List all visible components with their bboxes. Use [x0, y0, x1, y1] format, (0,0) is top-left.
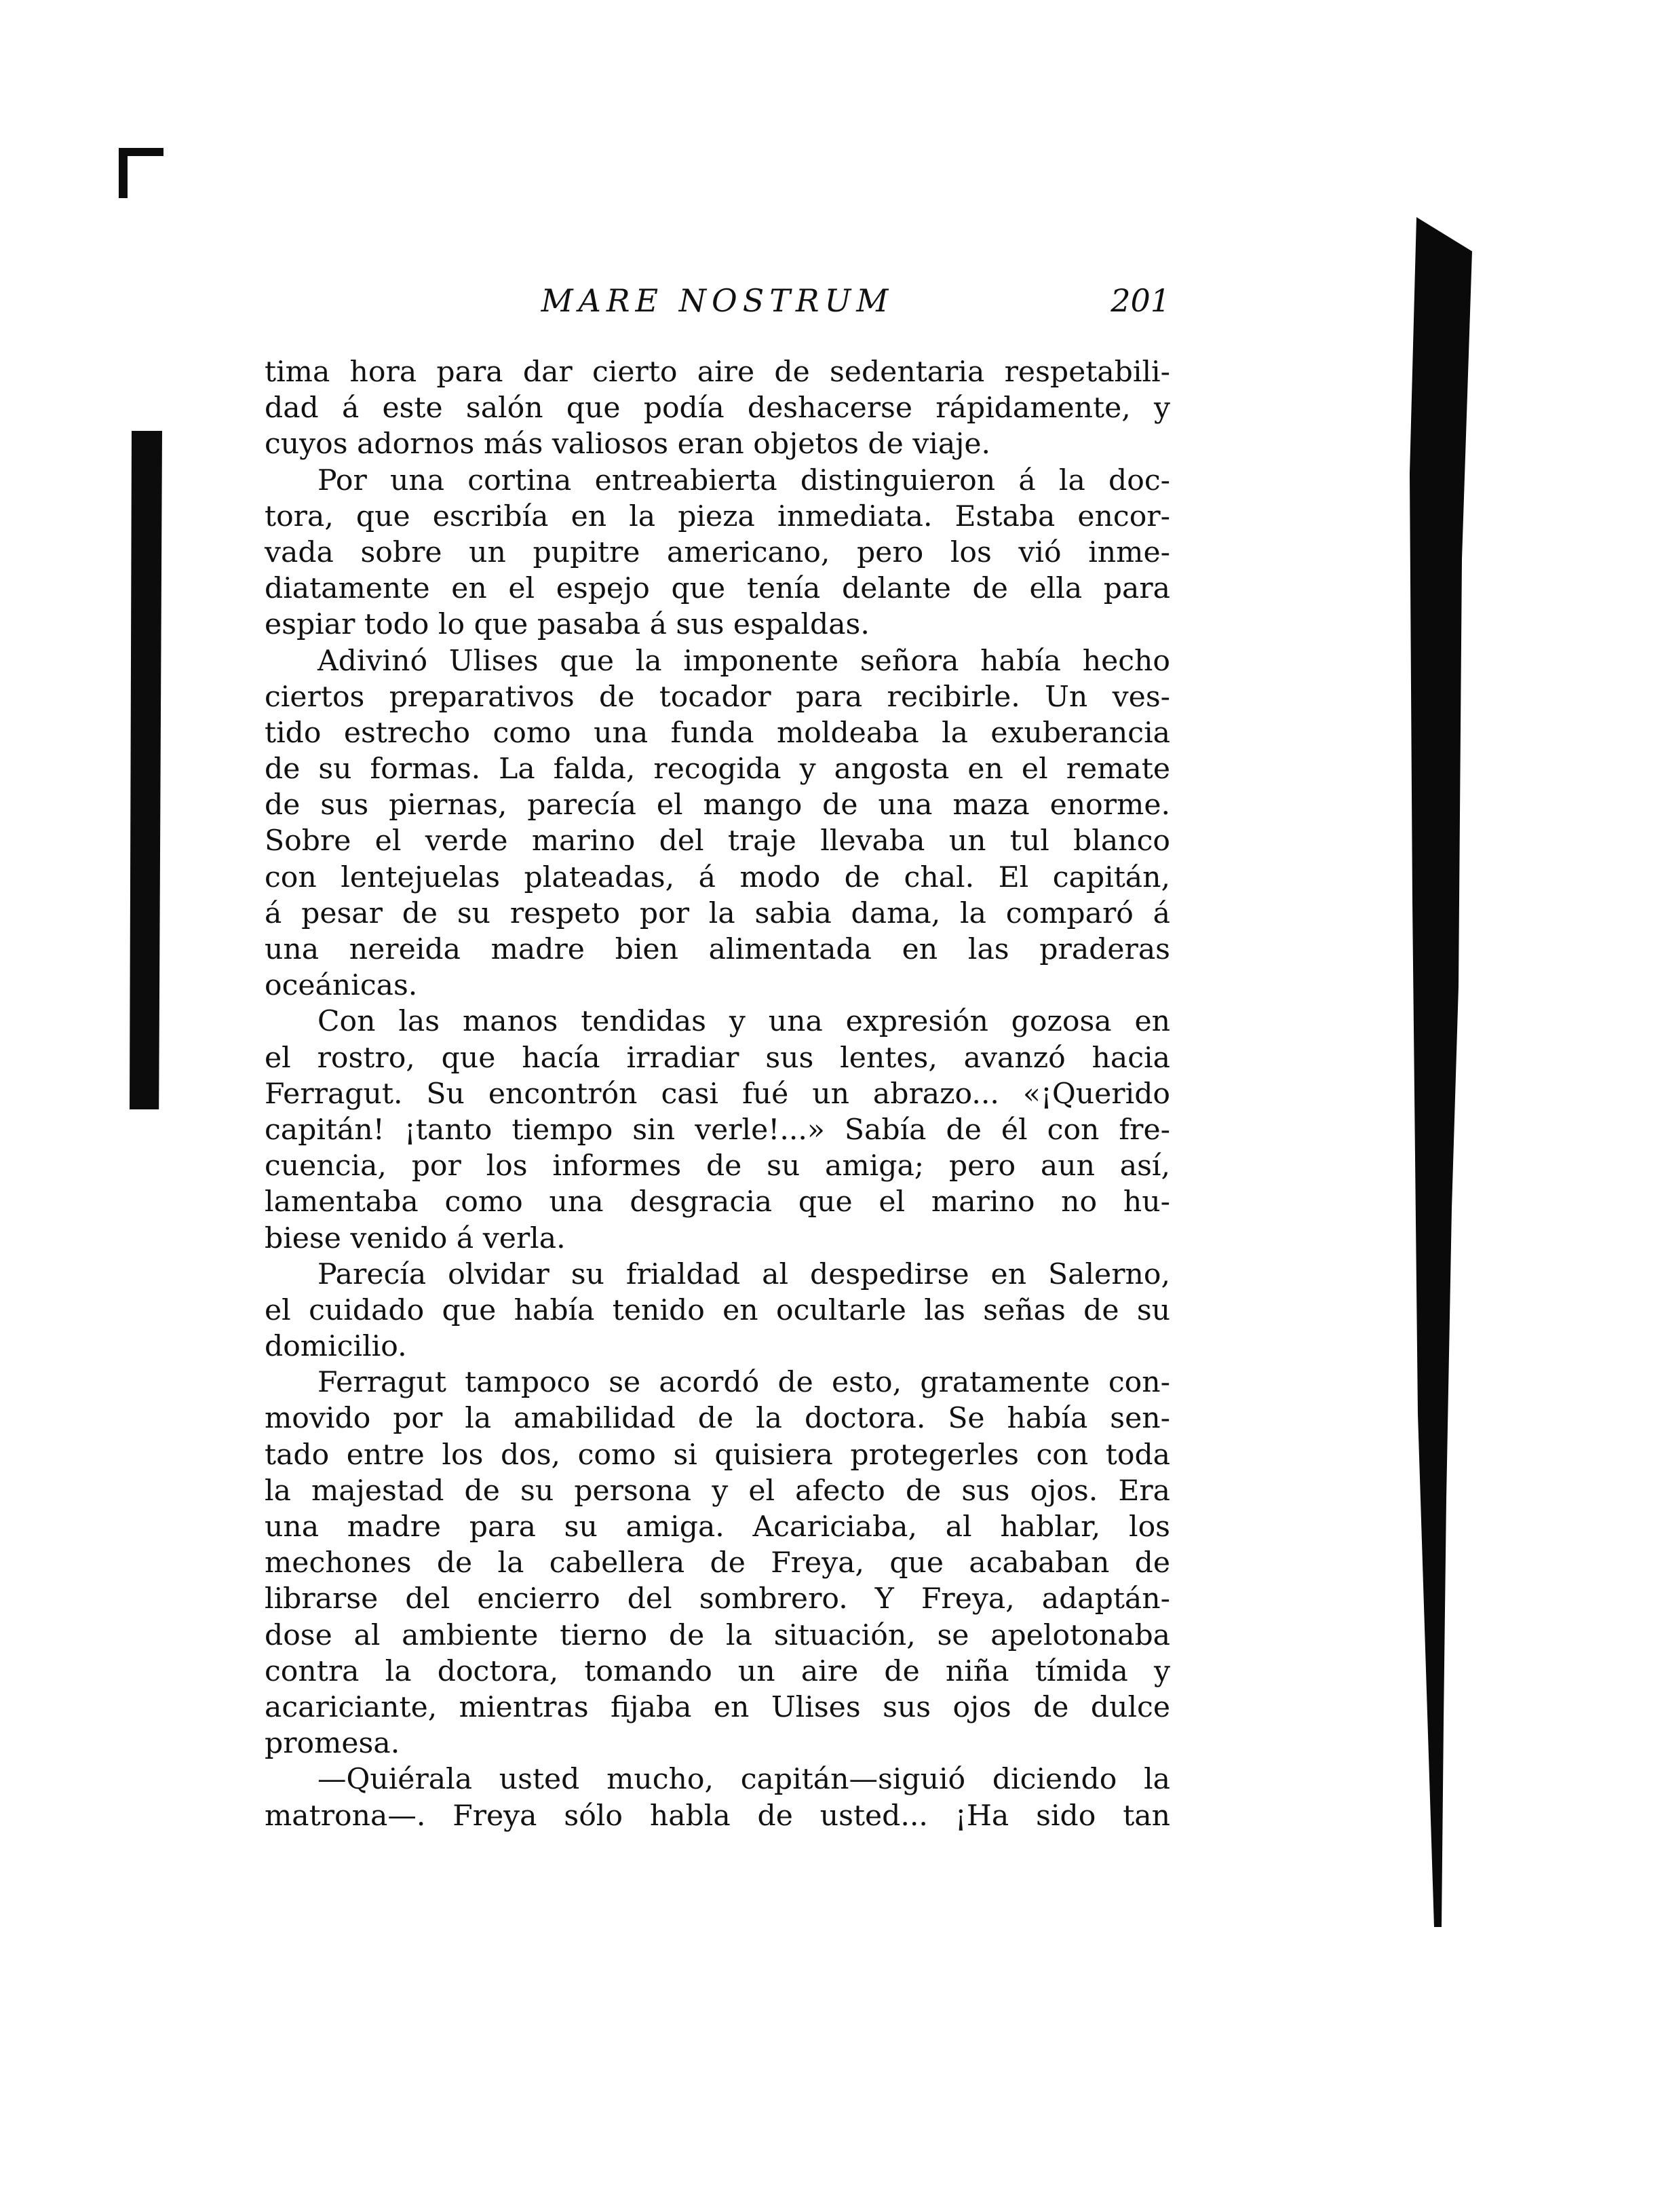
scan-right-edge-shadow [1404, 217, 1472, 1927]
text-line: matrona—. Freya sólo habla de usted... ¡Ha sido tan [265, 1799, 1170, 1833]
text-line: dose al ambiente tierno de la situación, se apelotonaba [265, 1618, 1170, 1652]
text-line: tado entre los dos, como si quisiera protegerles con toda [265, 1438, 1170, 1472]
text-line: lamentaba como una desgracia que el marino no hu- [265, 1185, 1170, 1219]
text-line: vada sobre un pupitre americano, pero los vió inme- [265, 535, 1170, 569]
text-line: dad á este salón que podía deshacerse rápidamente, y [265, 392, 1170, 425]
scan-left-edge-shadow [121, 431, 162, 1109]
text-line: Ferragut. Su encontrón casi fué un abrazo... «¡Querido [265, 1077, 1170, 1111]
text-line: movido por la amabilidad de la doctora. Se había sen- [265, 1402, 1170, 1436]
text-line: capitán! ¡tanto tiempo sin verle!...» Sabía de él con fre- [265, 1113, 1170, 1147]
paragraph-first-line: Adivinó Ulises que la imponente señora había hecho [317, 644, 1170, 678]
running-title: MARE NOSTRUM [541, 282, 894, 319]
text-line: espiar todo lo que pasaba á sus espaldas. [265, 608, 870, 642]
page-header [265, 277, 1170, 324]
paragraph-first-line: —Quiérala usted mucho, capitán—siguió diciendo la [317, 1763, 1170, 1797]
text-line: domicilio. [265, 1330, 407, 1364]
text-line: diatamente en el espejo que tenía delante de ella para [265, 572, 1170, 606]
text-line: ciertos preparativos de tocador para recibirle. Un ves- [265, 680, 1170, 714]
text-line: á pesar de su respeto por la sabia dama, la comparó á [265, 896, 1170, 930]
text-line: tido estrecho como una funda moldeaba la exuberancia [265, 716, 1170, 750]
text-line: contra la doctora, tomando un aire de niña tímida y [265, 1654, 1170, 1688]
text-line: oceánicas. [265, 969, 418, 1003]
text-line: el cuidado que había tenido en ocultarle las señas de su [265, 1293, 1170, 1327]
text-line: una madre para su amiga. Acariciaba, al hablar, los [265, 1510, 1170, 1544]
text-line: el rostro, que hacía irradiar sus lentes, avanzó hacia [265, 1041, 1170, 1075]
text-line: la majestad de su persona y el afecto de sus ojos. Era [265, 1474, 1170, 1508]
text-line: promesa. [265, 1727, 400, 1761]
scan-corner-mark-horizontal [119, 148, 163, 156]
text-line: una nereida madre bien alimentada en las praderas [265, 933, 1170, 966]
paragraph-first-line: Ferragut tampoco se acordó de esto, gratamente con- [317, 1366, 1170, 1400]
text-line: tora, que escribía en la pieza inmediata. Estaba encor- [265, 499, 1170, 533]
paragraph-first-line: Parecía olvidar su frialdad al despedirse en Salerno, [317, 1257, 1170, 1291]
text-line: Sobre el verde marino del traje llevaba un tul blanco [265, 824, 1170, 858]
text-line: cuyos adornos más valiosos eran objetos de viaje. [265, 427, 991, 461]
text-line: tima hora para dar cierto aire de sedentaria respetabili- [265, 356, 1170, 389]
text-line: librarse del encierro del sombrero. Y Freya, adaptán- [265, 1582, 1170, 1616]
text-line: de sus piernas, parecía el mango de una maza enorme. [265, 788, 1170, 822]
body-text [265, 354, 1170, 1834]
page-number: 201 [1111, 282, 1170, 319]
text-line: acariciante, mientras fijaba en Ulises sus ojos de dulce [265, 1690, 1170, 1724]
paragraph-first-line: Con las manos tendidas y una expresión gozosa en [317, 1005, 1170, 1039]
text-line: biese venido á verla. [265, 1221, 566, 1255]
text-line: mechones de la cabellera de Freya, que acababan de [265, 1546, 1170, 1580]
text-line: cuencia, por los informes de su amiga; pero aun así, [265, 1149, 1170, 1183]
text-line: de su formas. La falda, recogida y angosta en el remate [265, 752, 1170, 786]
paragraph-first-line: Por una cortina entreabierta distinguieron á la doc- [317, 463, 1170, 497]
text-line: con lentejuelas plateadas, á modo de chal. El capitán, [265, 860, 1170, 894]
